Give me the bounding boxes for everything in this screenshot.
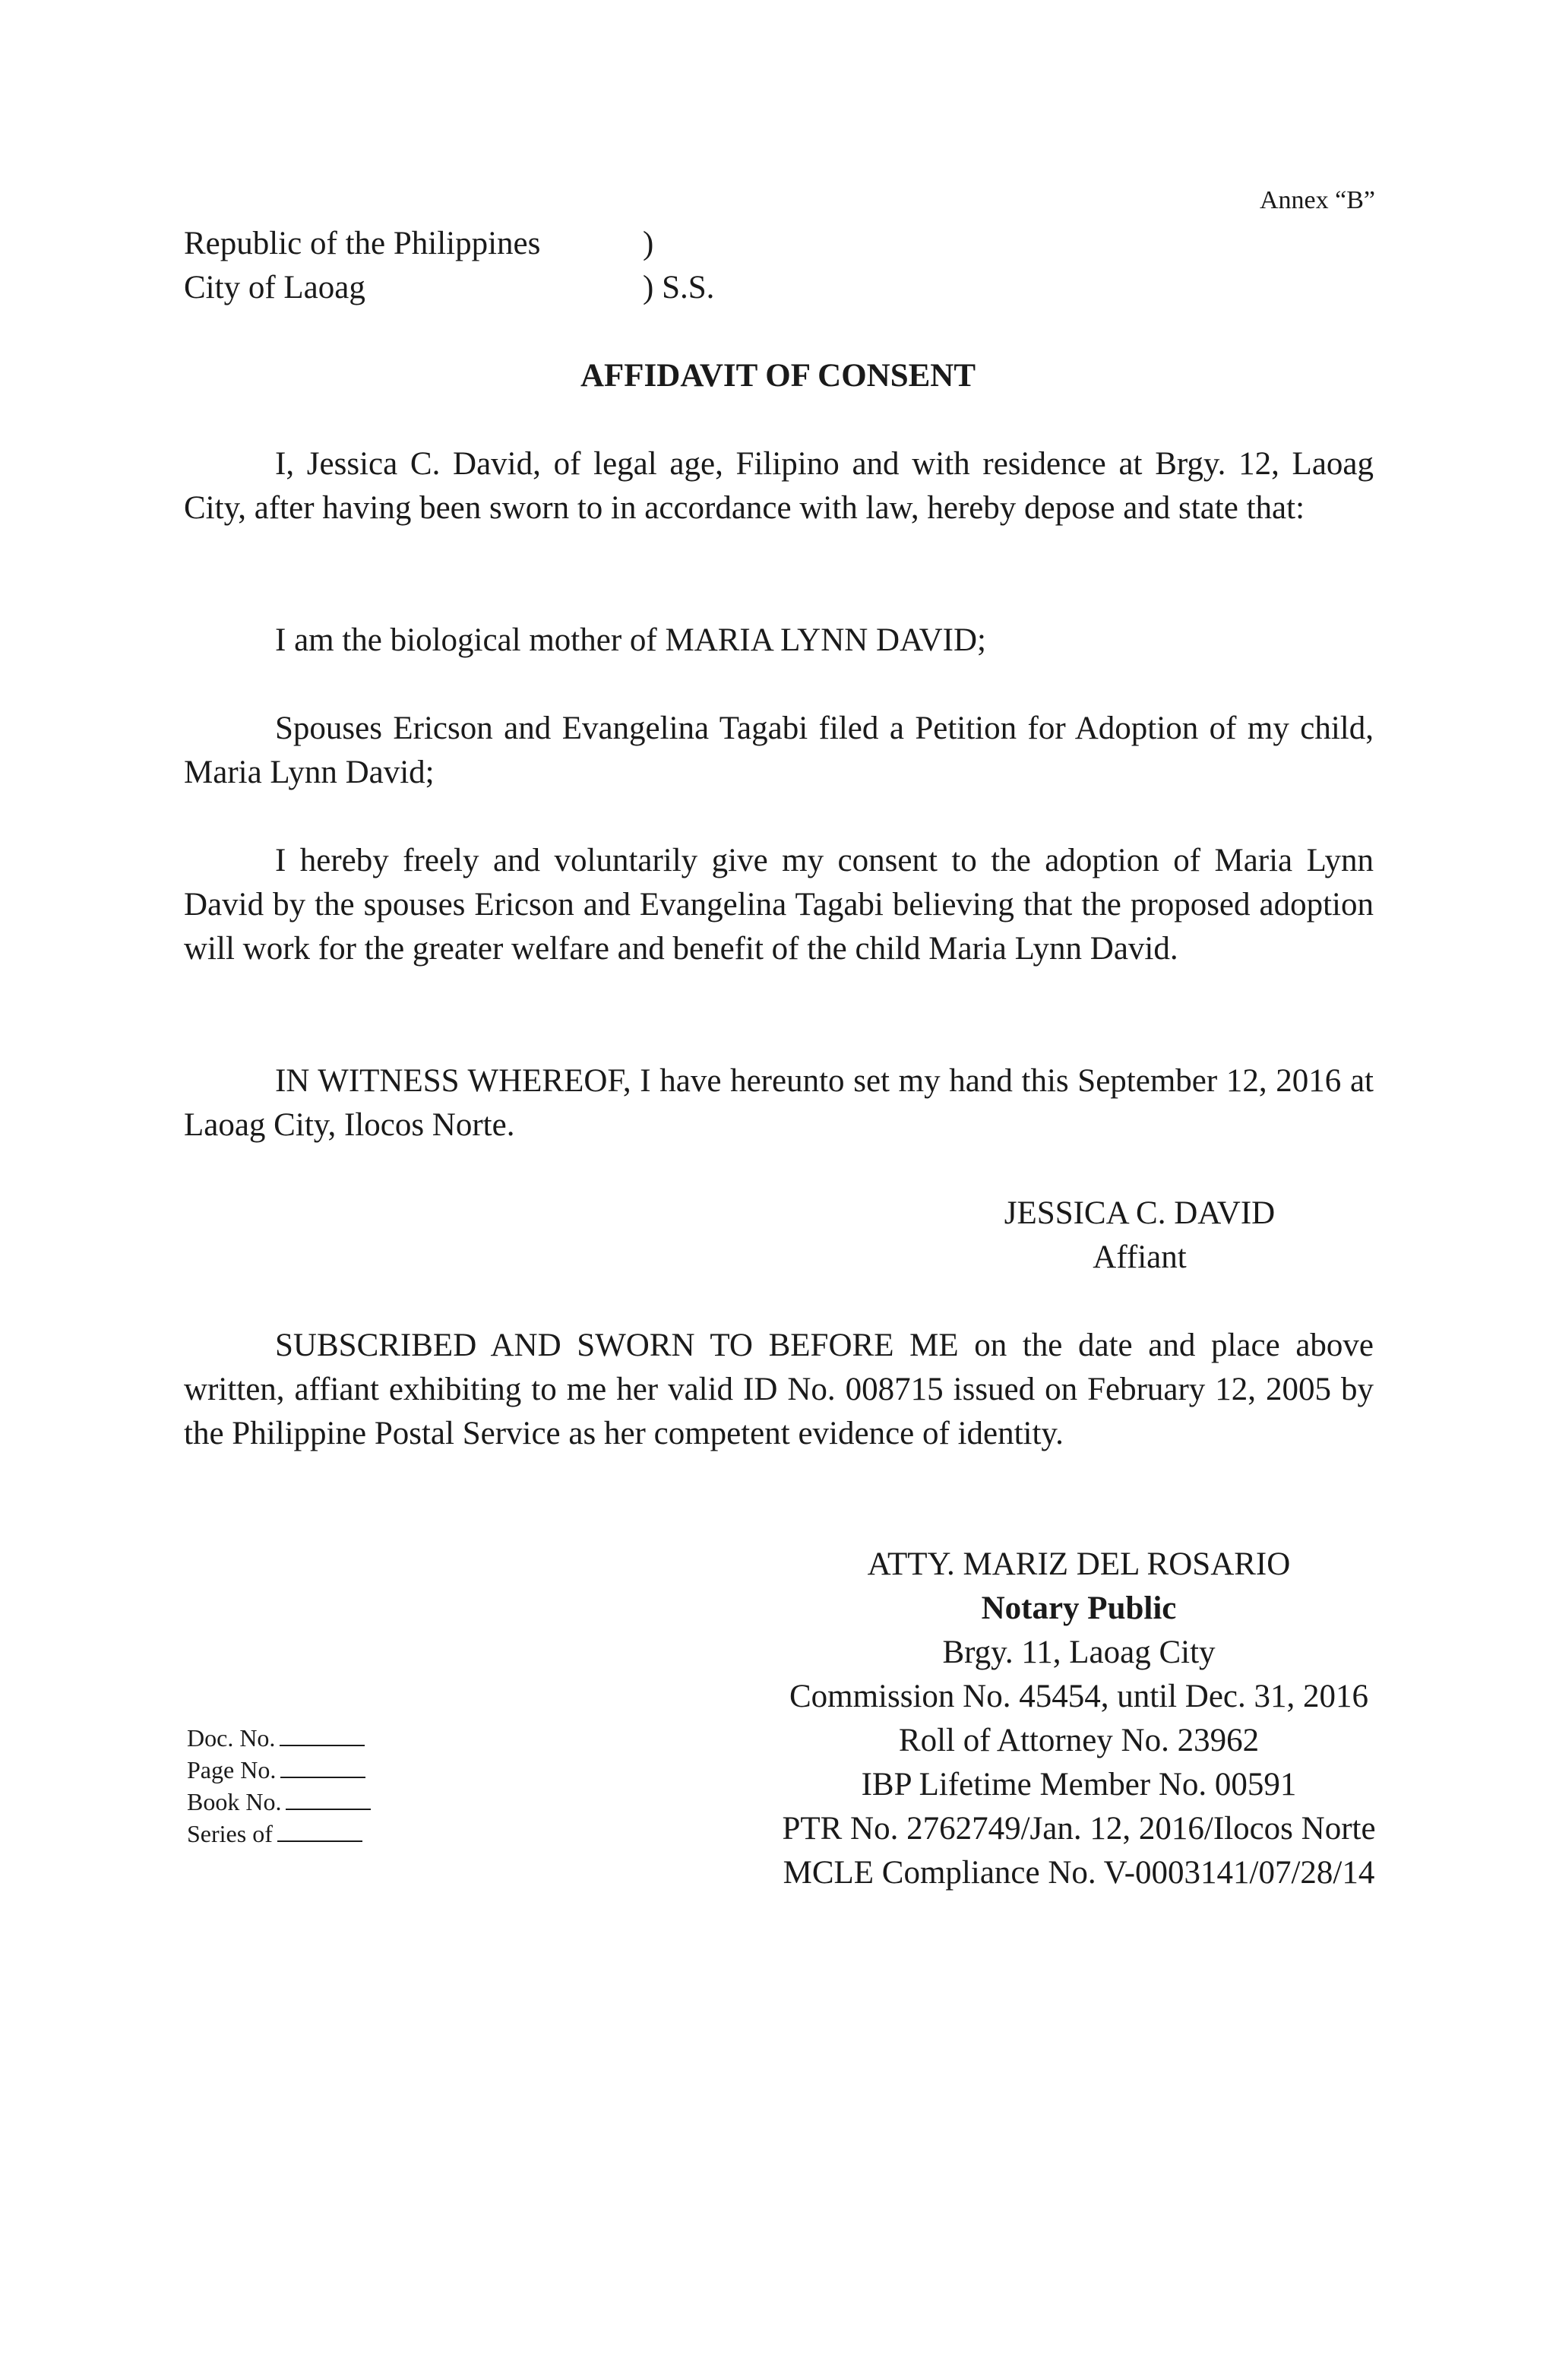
book-number-blank (286, 1789, 371, 1810)
venue-country: Republic of the Philippines (184, 226, 541, 261)
notarial-register-entries (187, 1722, 371, 1850)
page-number-row (187, 1754, 371, 1786)
page-number-blank (280, 1757, 365, 1778)
series-row (187, 1818, 371, 1850)
notary-ibp: IBP Lifetime Member No. 00591 (861, 1767, 1297, 1802)
doc-number-blank (280, 1725, 365, 1746)
affiant-role: Affiant (1093, 1239, 1187, 1275)
doc-number-label: Doc. No. (187, 1724, 276, 1752)
notary-name: ATTY. MARIZ DEL ROSARIO (867, 1546, 1291, 1582)
page-number-label: Page No. (187, 1756, 277, 1783)
paragraph-jurat: SUBSCRIBED AND SWORN TO BEFORE ME on the date and place above written, affiant exhibiting to me her valid ID No. 008715 issued on February 12, 2005 by the Philippine Postal Service as her competent evidence of identity. (184, 1328, 1374, 1451)
paragraph-consent: I hereby freely and voluntarily give my consent to the adoption of Maria Lynn David by the spouses Ericson and Evangelina Tagabi believing that the proposed adoption will work for the greater welfare and benefit of the child Maria Lynn David. (184, 843, 1374, 967)
venue-country-bracket: ) (643, 226, 654, 261)
affiant-name: JESSICA C. DAVID (1004, 1195, 1276, 1231)
book-number-row (187, 1786, 371, 1818)
series-blank (277, 1821, 362, 1842)
document-title: AFFIDAVIT OF CONSENT (580, 358, 976, 394)
paragraph-affiant-intro: I, Jessica C. David, of legal age, Filipino and with residence at Brgy. 12, Laoag City, after having been sworn to in accordance with law, hereby depose and state that: (184, 446, 1374, 526)
notary-ptr: PTR No. 2762749/Jan. 12, 2016/Ilocos Norte (782, 1811, 1376, 1847)
paragraph-biological-mother: I am the biological mother of MARIA LYNN DAVID; (275, 622, 986, 658)
notary-mcle: MCLE Compliance No. V-0003141/07/28/14 (783, 1855, 1375, 1891)
paragraph-witness: IN WITNESS WHEREOF, I have hereunto set my hand this September 12, 2016 at Laoag City, Ilocos Norte. (184, 1063, 1374, 1143)
notary-roll: Roll of Attorney No. 23962 (898, 1723, 1260, 1758)
notary-commission: Commission No. 45454, until Dec. 31, 2016 (789, 1679, 1369, 1714)
annex-label: Annex “B” (1259, 186, 1375, 214)
series-label: Series of (187, 1820, 273, 1847)
affiant-signature-block (881, 1192, 1398, 1280)
venue-city: City of Laoag (184, 270, 365, 305)
paragraph-petition: Spouses Ericson and Evangelina Tagabi filed a Petition for Adoption of my child, Maria Lynn David; (184, 711, 1374, 790)
venue-ss: ) S.S. (643, 270, 715, 305)
notary-block (669, 1543, 1489, 1895)
notary-address: Brgy. 11, Laoag City (942, 1635, 1216, 1670)
book-number-label: Book No. (187, 1788, 282, 1815)
notary-title: Notary Public (981, 1590, 1177, 1626)
doc-number-row (187, 1722, 371, 1754)
